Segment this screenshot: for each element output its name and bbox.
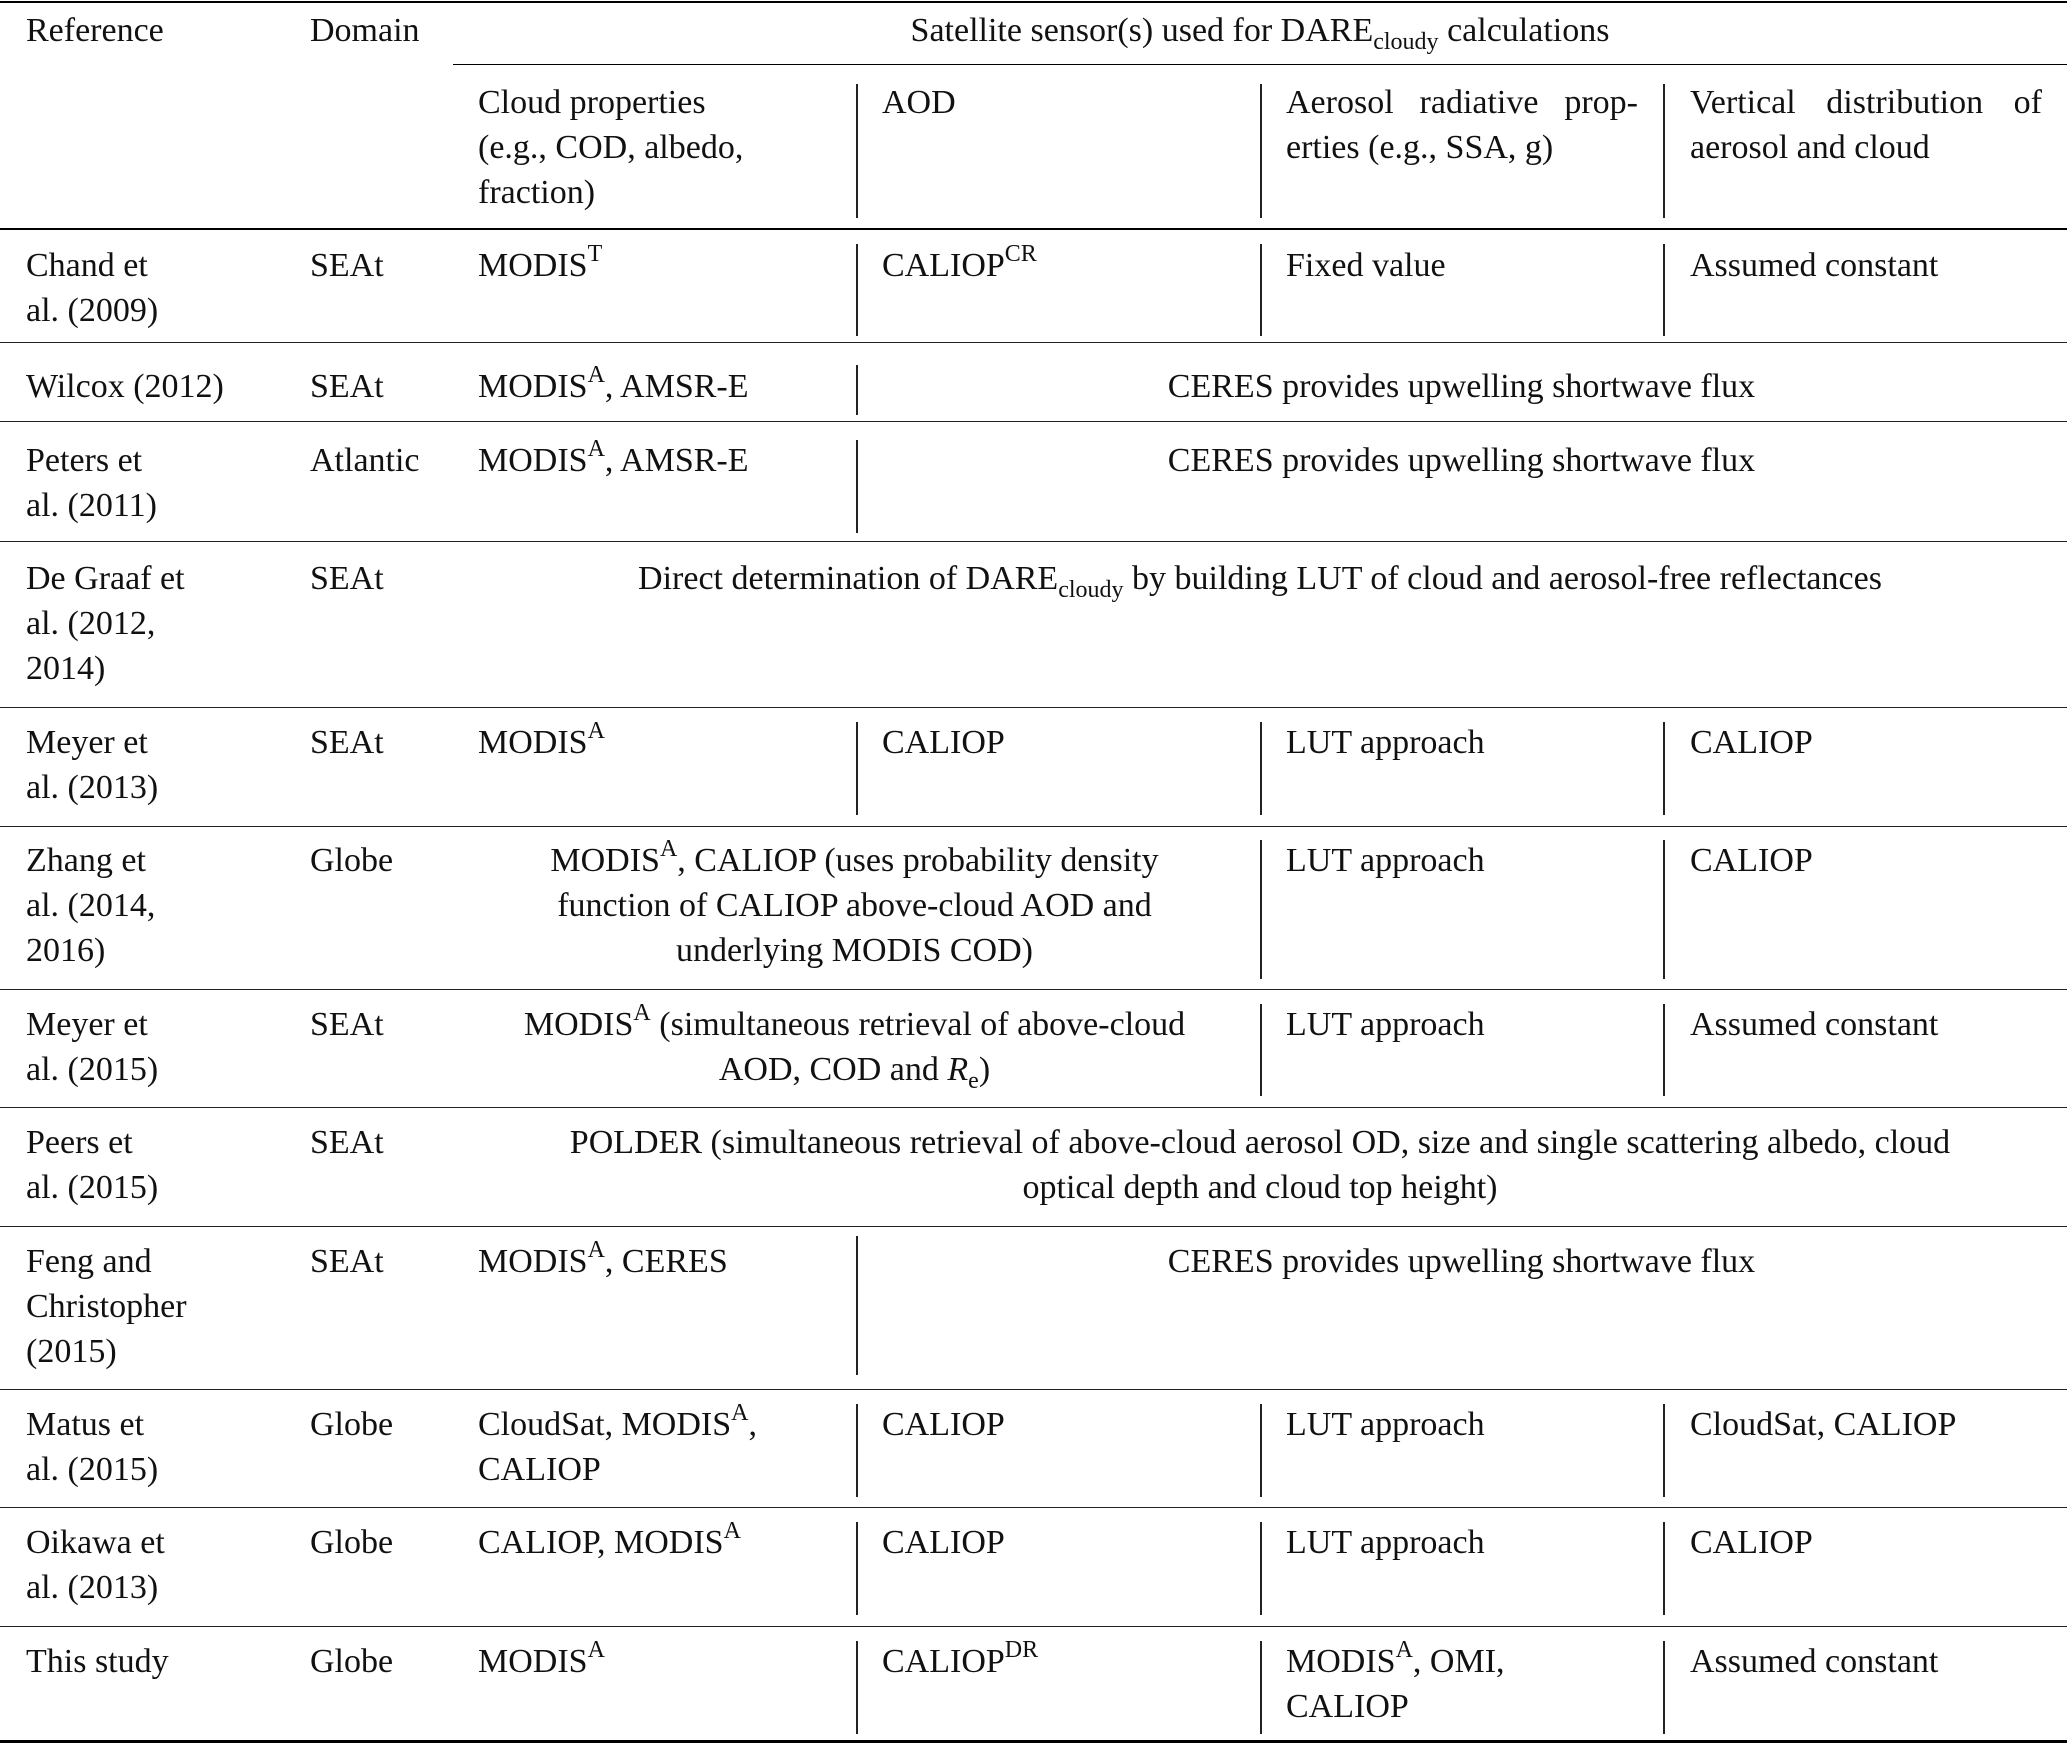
column-separator xyxy=(1663,84,1665,218)
cell-domain: SEAt xyxy=(310,1243,384,1280)
header-aod: AOD xyxy=(882,84,956,121)
column-separator xyxy=(856,722,858,815)
cell-cloud: $MODIS^A$, CERES xyxy=(478,1236,728,1280)
cell-domain: SEAt xyxy=(310,724,384,761)
cell-vertical: Assumed constant xyxy=(1690,247,1939,284)
cell-aod: $CALIOP^{CR}$ xyxy=(882,240,1037,284)
column-separator xyxy=(1260,84,1262,218)
cell-reference: Peers et al. (2015) xyxy=(26,1124,159,1206)
cell-domain: Globe xyxy=(310,842,394,879)
row-rule xyxy=(0,826,2067,827)
cell-reference: Chand et al. (2009) xyxy=(26,247,159,329)
row-rule xyxy=(0,421,2067,422)
cell-spanning: Direct determination of $DARE_{cloudy}$ by building LUT of cloud and aerosol-free reflectances xyxy=(638,560,1882,603)
column-separator xyxy=(1260,244,1262,336)
top-rule xyxy=(0,1,2067,3)
cell-vertical: Assumed constant xyxy=(1690,1643,1939,1680)
cell-aerosol: LUT approach xyxy=(1286,724,1485,761)
cell-cloud: $MODIS^A$, AMSR-E xyxy=(478,435,749,479)
cell-spanning: CERES provides upwelling shortwave flux xyxy=(1167,1243,1756,1280)
column-separator xyxy=(1260,1522,1262,1615)
cell-vertical: CloudSat, CALIOP xyxy=(1690,1406,1957,1443)
cell-reference: Zhang et al. (2014, 2016) xyxy=(26,842,156,969)
column-separator xyxy=(1663,722,1665,815)
column-separator xyxy=(1663,244,1665,336)
row-rule xyxy=(0,989,2067,990)
cell-cloud: $MODIS^T$ xyxy=(478,240,603,284)
cell-reference: Oikawa et al. (2013) xyxy=(26,1524,165,1606)
row-rule xyxy=(0,1626,2067,1627)
cell-reference: Feng and Christopher (2015) xyxy=(26,1243,187,1370)
cell-domain: SEAt xyxy=(310,1124,384,1161)
cell-spanning: CERES provides upwelling shortwave flux xyxy=(1167,368,1756,405)
cell-reference: This study xyxy=(26,1643,169,1680)
cell-cloud: $MODIS^A$ xyxy=(478,717,605,761)
cell-aod: CALIOP xyxy=(882,1524,1005,1561)
cell-domain: SEAt xyxy=(310,368,384,405)
row-rule xyxy=(0,342,2067,343)
header-reference: Reference xyxy=(26,12,164,49)
header-aerosol-properties: Aerosol radiative prop- erties (e.g., SSA, g) xyxy=(1286,84,1638,166)
header-domain: Domain xyxy=(310,12,420,49)
column-separator xyxy=(856,1641,858,1734)
row-rule xyxy=(0,1507,2067,1508)
cell-reference: De Graaf et al. (2012, 2014) xyxy=(26,560,185,687)
cell-domain: SEAt xyxy=(310,247,384,284)
header-vertical-distribution: Vertical distribution of aerosol and cloud xyxy=(1690,84,2042,166)
cell-reference: Wilcox (2012) xyxy=(26,368,224,405)
cell-domain: Globe xyxy=(310,1643,394,1680)
cell-cloud: CloudSat, $MODIS^A$, CALIOP xyxy=(478,1399,757,1488)
cell-cloud: $MODIS^A$ xyxy=(478,1636,605,1680)
cell-domain: Atlantic xyxy=(310,442,420,479)
cell-aerosol: LUT approach xyxy=(1286,1406,1485,1443)
cell-spanning: POLDER (simultaneous retrieval of above-cloud aerosol OD, size and single scattering albedo, cloud optical depth and cloud top height) xyxy=(569,1124,1951,1206)
cell-aerosol: LUT approach xyxy=(1286,842,1485,879)
header-rule xyxy=(0,228,2067,230)
column-separator xyxy=(1260,1404,1262,1497)
column-separator xyxy=(1663,840,1665,979)
cell-vertical: CALIOP xyxy=(1690,724,1813,761)
cell-reference: Peters et al. (2011) xyxy=(26,442,157,524)
cell-domain: SEAt xyxy=(310,1006,384,1043)
cell-reference: Matus et al. (2015) xyxy=(26,1406,159,1488)
cell-cloud-aod-span: $MODIS^A$ (simultaneous retrieval of above-cloud AOD, COD and $R_e$) xyxy=(523,999,1186,1094)
column-separator xyxy=(1663,1004,1665,1096)
cell-aod: $CALIOP^{DR}$ xyxy=(882,1636,1039,1680)
cell-domain: Globe xyxy=(310,1524,394,1561)
column-separator xyxy=(1663,1404,1665,1497)
group-header-rule xyxy=(453,64,2067,65)
cell-aod: CALIOP xyxy=(882,1406,1005,1443)
header-cloud-properties: Cloud properties (e.g., COD, albedo, fraction) xyxy=(478,84,744,211)
cell-vertical: CALIOP xyxy=(1690,1524,1813,1561)
cell-spanning: CERES provides upwelling shortwave flux xyxy=(1167,442,1756,479)
column-separator xyxy=(1260,840,1262,979)
cell-aod: CALIOP xyxy=(882,724,1005,761)
cell-cloud-aod-span: $MODIS^A$, CALIOP (uses probability density function of CALIOP above-cloud AOD and underlying MODIS COD) xyxy=(550,835,1159,969)
column-separator xyxy=(1260,1004,1262,1096)
cell-vertical: Assumed constant xyxy=(1690,1006,1939,1043)
cell-vertical: CALIOP xyxy=(1690,842,1813,879)
cell-aerosol: LUT approach xyxy=(1286,1006,1485,1043)
column-separator xyxy=(856,84,858,218)
cell-reference: Meyer et al. (2015) xyxy=(26,1006,159,1088)
cell-cloud: CALIOP, $MODIS^A$ xyxy=(478,1517,741,1561)
cell-aerosol: LUT approach xyxy=(1286,1524,1485,1561)
column-separator xyxy=(856,244,858,336)
column-separator xyxy=(1260,1641,1262,1734)
column-separator xyxy=(856,1404,858,1497)
cell-domain: SEAt xyxy=(310,560,384,597)
row-rule xyxy=(0,1226,2067,1227)
bottom-rule xyxy=(0,1740,2067,1743)
column-separator xyxy=(1260,722,1262,815)
cell-aerosol: $MODIS^A$, OMI, CALIOP xyxy=(1286,1636,1505,1725)
column-separator xyxy=(1663,1641,1665,1734)
row-rule xyxy=(0,1389,2067,1390)
row-rule xyxy=(0,541,2067,542)
column-separator xyxy=(856,1522,858,1615)
cell-domain: Globe xyxy=(310,1406,394,1443)
row-rule xyxy=(0,707,2067,708)
cell-reference: Meyer et al. (2013) xyxy=(26,724,159,806)
cell-aerosol: Fixed value xyxy=(1286,247,1446,284)
row-rule xyxy=(0,1107,2067,1108)
column-separator xyxy=(1663,1522,1665,1615)
cell-cloud: $MODIS^A$, AMSR-E xyxy=(478,361,749,405)
header-group: Satellite sensor(s) used for $DARE_{cloudy}$ calculations xyxy=(910,12,1610,55)
